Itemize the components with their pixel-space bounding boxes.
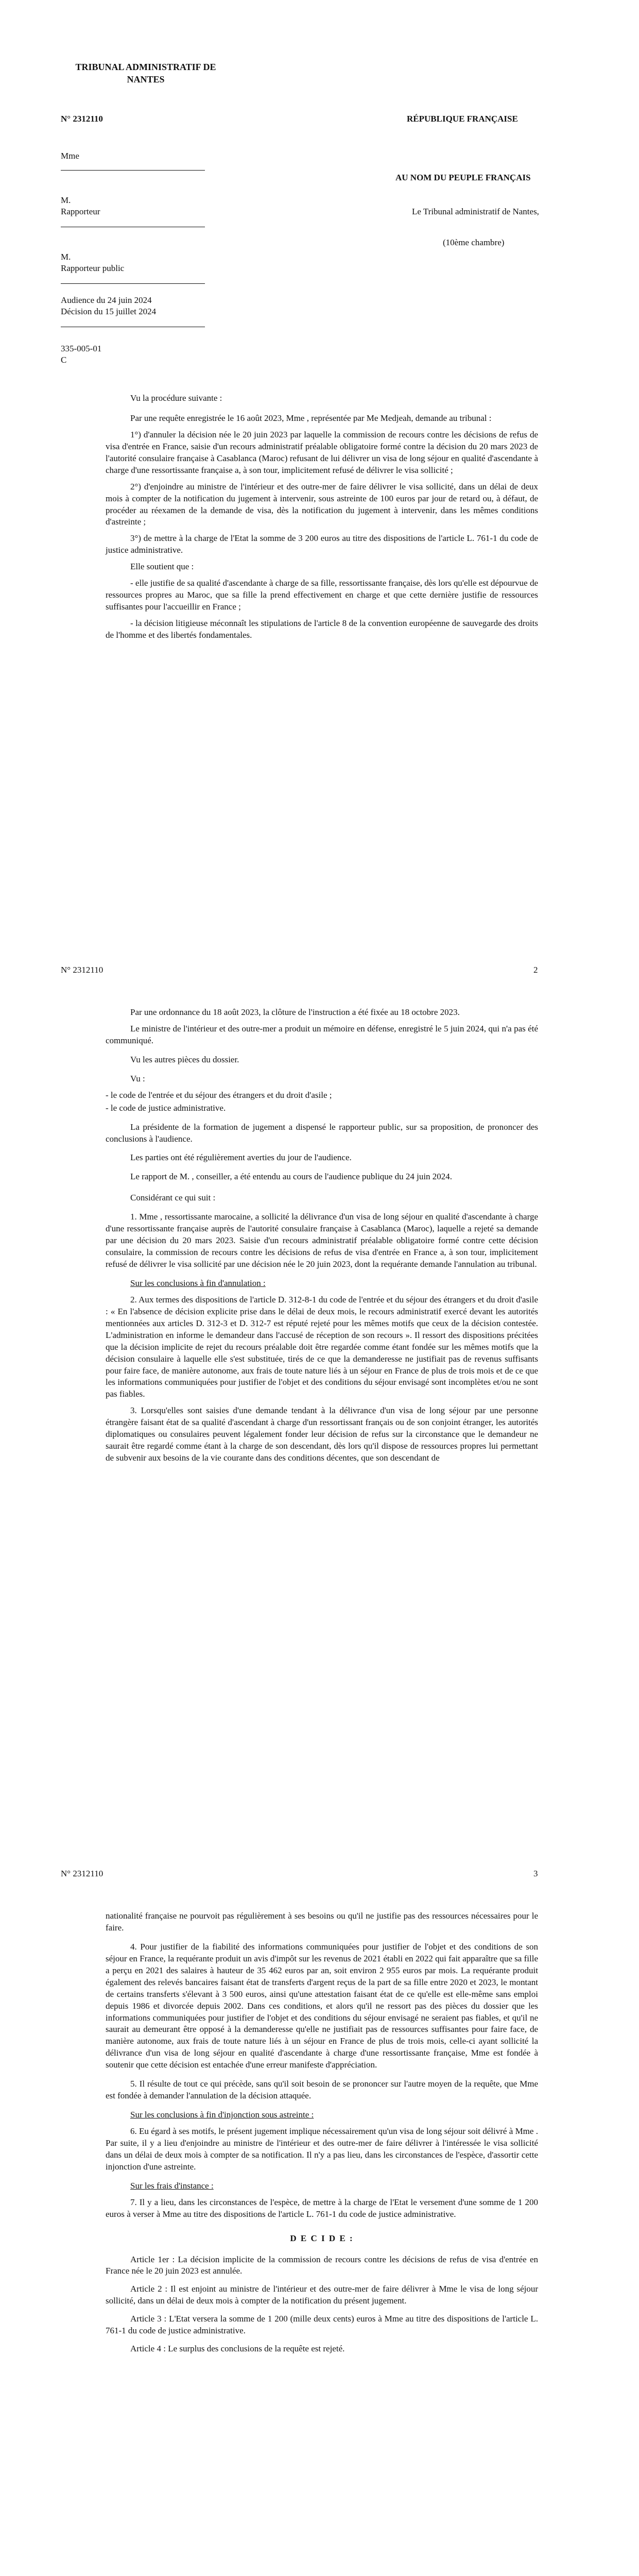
divider xyxy=(61,170,205,171)
paragraph: 4. Pour justifier de la fiabilité des informations communiquées pour justifier de l'objet et des conditions de son séjour en France, la requérante produit un avis d'impôt sur les revenus de 2021 établi en 2022 qui fait apparaître que sa fille a perçu en 2021 des salaires à hauteur de 35 462 euros par an, soit environ 2 955 euros par mois. La requérante produit également des relevés bancaires faisant état de transferts d'argent reçus de la part de sa fille entre 2020 et 2023, le montant de certains transferts s'élevant à 3 500 euros, ainsi qu'une attestation faisant état de ce qu'elle est elle-même sans emploi depuis 1986 et divorcée depuis 2002. Dans ces conditions, et alors qu'il ne ressort pas des pièces du dossier que les informations communiquées pour justifier de l'objet et des conditions du séjour envisagé ne seraient pas fiables, et qu'il ne saurait au demeurant être opposé à la demanderesse qu'elle ne justifiait pas de ressources suffisantes pour faire face, de manière autonome, aux frais de toute nature liés à un séjour en France de plus de trois mois, celle-ci ayant sollicité la délivrance d'un visa de long séjour en qualité d'ascendante à charge d'une ressortissante française, Mme est fondée à soutenir que cette décision est entachée d'une erreur manifeste d'appréciation. xyxy=(106,1941,538,2070)
page-2 xyxy=(0,904,639,1807)
list-item: - le code de justice administrative. xyxy=(106,1103,226,1113)
paragraph: nationalité française ne pourvoit pas régulièrement à ses besoins ou qu'il ne justifie pas des ressources nécessaires pour le faire. xyxy=(106,1911,538,1933)
paragraph: 2°) d'enjoindre au ministre de l'intérieur et des outre-mer de faire délivrer le visa sollicité, dans un délai de deux mois à compter de la notification du jugement à intervenir, sous astreinte de 100 euros par jour de retard ou, à défaut, de procéder au réexamen de la demande de visa, dès la notification du jugement à intervenir, dans les mêmes conditions d'astreinte ; xyxy=(106,481,538,527)
paragraph: La présidente de la formation de jugement a dispensé le rapporteur public, sur sa proposition, de prononcer des conclusions à l'audience. xyxy=(106,1122,538,1144)
list-item: - le code de l'entrée et du séjour des étrangers et du droit d'asile ; xyxy=(106,1090,332,1100)
page-3 xyxy=(0,1807,639,2576)
rapporteur-name: M. xyxy=(61,195,71,205)
paragraph: Considérant ce qui suit : xyxy=(130,1193,216,1203)
hearing-date: Audience du 24 juin 2024 xyxy=(61,295,152,305)
page-number: 2 xyxy=(533,965,538,975)
paragraph: 7. Il y a lieu, dans les circonstances de l'espèce, de mettre à la charge de l'Etat le versement d'une somme de 1 200 euros à verser à Mme au titre des dispositions de l'article L. 761-1 du code de justice administrative. xyxy=(106,2197,538,2219)
public-rapporteur-role: Rapporteur public xyxy=(61,263,125,273)
article: Article 2 : Il est enjoint au ministre de l'intérieur et des outre-mer de faire délivrer à Mme le visa de long séjour sollicité, dans un délai de deux mois à compter de la notification du présent jugement. xyxy=(106,2284,538,2306)
page-1-body xyxy=(106,393,538,646)
paragraph: - elle justifie de sa qualité d'ascendante à charge de sa fille, ressortissante française, dès lors qu'elle est dépourvue de ressources propres au Maroc, que sa fille la prend effectivement en charge et que cette dernière justifie de ressources suffisantes pour l'accueillir en France ; xyxy=(106,578,538,612)
tribunal-line: Le Tribunal administratif de Nantes, xyxy=(412,207,539,216)
paragraph: 3°) de mettre à la charge de l'Etat la somme de 3 200 euros au titre des dispositions de l'article L. 761-1 du code de justice administrative. xyxy=(106,533,538,555)
paragraph: Vu : xyxy=(130,1073,145,1083)
page-1 xyxy=(0,0,639,904)
docket-number: N° 2312110 xyxy=(61,114,103,124)
paragraph: 3. Lorsqu'elles sont saisies d'une demande tendant à la délivrance d'un visa de long séjour par une personne étrangère faisant état de sa qualité d'ascendant à charge d'un ressortissant français ou de son conjoint étranger, les autorités diplomatiques ou consulaires peuvent légalement fonder leur décision de refus sur la circonstance que le demandeur ne saurait être regardé comme étant à la charge de son descendant, dès lors qu'il dispose de ressources propres lui permettant de subvenir aux besoins de la vie courante dans des conditions décentes, que son descendant de xyxy=(106,1405,538,1463)
intro: Vu la procédure suivante : xyxy=(130,393,222,403)
paragraph: Les parties ont été régulièrement averties du jour de l'audience. xyxy=(130,1153,352,1163)
decide-heading: D E C I D E : xyxy=(290,2233,354,2243)
rapporteur-role: Rapporteur xyxy=(61,207,100,216)
docket-number: N° 2312110 xyxy=(61,1869,103,1878)
republic-header: RÉPUBLIQUE FRANÇAISE xyxy=(407,114,518,124)
classification-code: 335-005-01 xyxy=(61,344,102,353)
paragraph: 1°) d'annuler la décision née le 20 juin 2023 par laquelle la commission de recours contre les décisions de refus de visa d'entrée en France, saisie d'un recours administratif préalable obligatoire formé contre la décision du 20 mars 2023 de l'autorité consulaire française à Casablanca (Maroc) refusant de lui délivrer un visa de long séjour en qualité d'ascendante à charge d'une ressortissante française a, à son tour, implicitement refusé de délivrer le visa sollicité ; xyxy=(106,429,538,475)
article: Article 3 : L'Etat versera la somme de 1 200 (mille deux cents) euros à Mme au titre des dispositions de l'article L. 761-1 du code de justice administrative. xyxy=(106,2314,538,2336)
public-rapporteur-name: M. xyxy=(61,252,71,262)
section-heading: Sur les frais d'instance : xyxy=(130,2180,214,2191)
docket-number: N° 2312110 xyxy=(61,965,103,975)
paragraph: 6. Eu égard à ses motifs, le présent jugement implique nécessairement qu'un visa de long séjour soit délivré à Mme . Par suite, il y a lieu d'enjoindre au ministre de l'intérieur et des outre-mer de faire délivrer à l'intéressée le visa sollicité dans un délai de deux mois à compter de sa notification. Il n'y a pas lieu, dans les circonstances de l'espèce, d'assortir cette injonction d'une astreinte. xyxy=(106,2126,538,2172)
court-name: TRIBUNAL ADMINISTRATIF DE NANTES xyxy=(75,62,216,85)
paragraph: Par une ordonnance du 18 août 2023, la clôture de l'instruction a été fixée au 18 octobre 2023. xyxy=(130,1007,460,1017)
applicant-name: Mme xyxy=(61,151,79,161)
paragraph: Par une requête enregistrée le 16 août 2023, Mme , représentée par Me Medjeah, demande au tribunal : xyxy=(130,413,492,423)
page-2-body xyxy=(106,1007,538,1469)
section-heading: Sur les conclusions à fin d'injonction sous astreinte : xyxy=(130,2110,314,2120)
paragraph: Le ministre de l'intérieur et des outre-mer a produit un mémoire en défense, enregistré le 5 juin 2024, qui n'a pas été communiqué. xyxy=(106,1023,538,1045)
chamber: (10ème chambre) xyxy=(443,238,505,247)
paragraph: 5. Il résulte de tout ce qui précède, sans qu'il soit besoin de se prononcer sur l'autre moyen de la requête, que Mme est fondée à demander l'annulation de la décision attaquée. xyxy=(106,2079,538,2101)
section-heading: Sur les conclusions à fin d'annulation : xyxy=(130,1278,266,1288)
paragraph: - la décision litigieuse méconnaît les stipulations de l'article 8 de la convention européenne de sauvegarde des droits de l'homme et des libertés fondamentales. xyxy=(106,618,538,640)
decision-date: Décision du 15 juillet 2024 xyxy=(61,307,157,316)
article: Article 4 : Le surplus des conclusions de la requête est rejeté. xyxy=(130,2344,345,2354)
classification-letter: C xyxy=(61,355,67,365)
paragraph: Elle soutient que : xyxy=(130,562,194,572)
article: Article 1er : La décision implicite de la commission de recours contre les décisions de refus de visa d'entrée en France née le 20 juin 2023 est annulée. xyxy=(106,2254,538,2276)
paragraph: Le rapport de M. , conseiller, a été entendu au cours de l'audience publique du 24 juin 2024. xyxy=(130,1172,453,1182)
paragraph: 2. Aux termes des dispositions de l'article D. 312-8-1 du code de l'entrée et du séjour des étrangers et du droit d'asile : « En l'absence de décision explicite prise dans le délai de deux mois, le recours administratif exercé devant les autorités mentionnées aux articles D. 312-3 et D. 312-7 est réputé rejeté pour les mêmes motifs que ceux de la décision contestée. L'administration en informe le demandeur dans l'accusé de réception de son recours ». Il ressort des dispositions précitées que la décision implicite de rejet du recours préalable doit être regardée comme étant fondée sur les mêmes motifs que la décision consulaire à laquelle elle s'est substituée, tirés de ce que la demanderesse ne justifiait pas de revenus suffisants pour faire face, de manière autonome, aux frais de toute nature liés à un séjour en France de plus de trois mois et de ce que les informations communiquées pour justifier de l'objet et des conditions du séjour envisagé sont incomplètes et/ou ne sont pas fiables. xyxy=(106,1294,538,1399)
paragraph: 1. Mme , ressortissante marocaine, a sollicité la délivrance d'un visa de long séjour en qualité d'ascendante à charge d'une ressortissante française auprès de l'autorité consulaire française à Casablanca (Maroc), laquelle a rejeté sa demande par une décision du 20 mars 2023. Saisie d'un recours administratif préalable obligatoire formé contre cette décision consulaire, la commission de recours contre les décisions de refus de visa d'entrée en France a, à son tour, implicitement refusé de délivrer le visa sollicité par une décision née le 20 juin 2023, dont la requérante demande l'annulation au tribunal. xyxy=(106,1212,538,1269)
paragraph: Vu les autres pièces du dossier. xyxy=(130,1054,239,1064)
page-3-body xyxy=(106,1910,538,2360)
in-name-header: AU NOM DU PEUPLE FRANÇAIS xyxy=(395,173,531,182)
page-number: 3 xyxy=(533,1869,538,1878)
divider xyxy=(61,283,205,284)
